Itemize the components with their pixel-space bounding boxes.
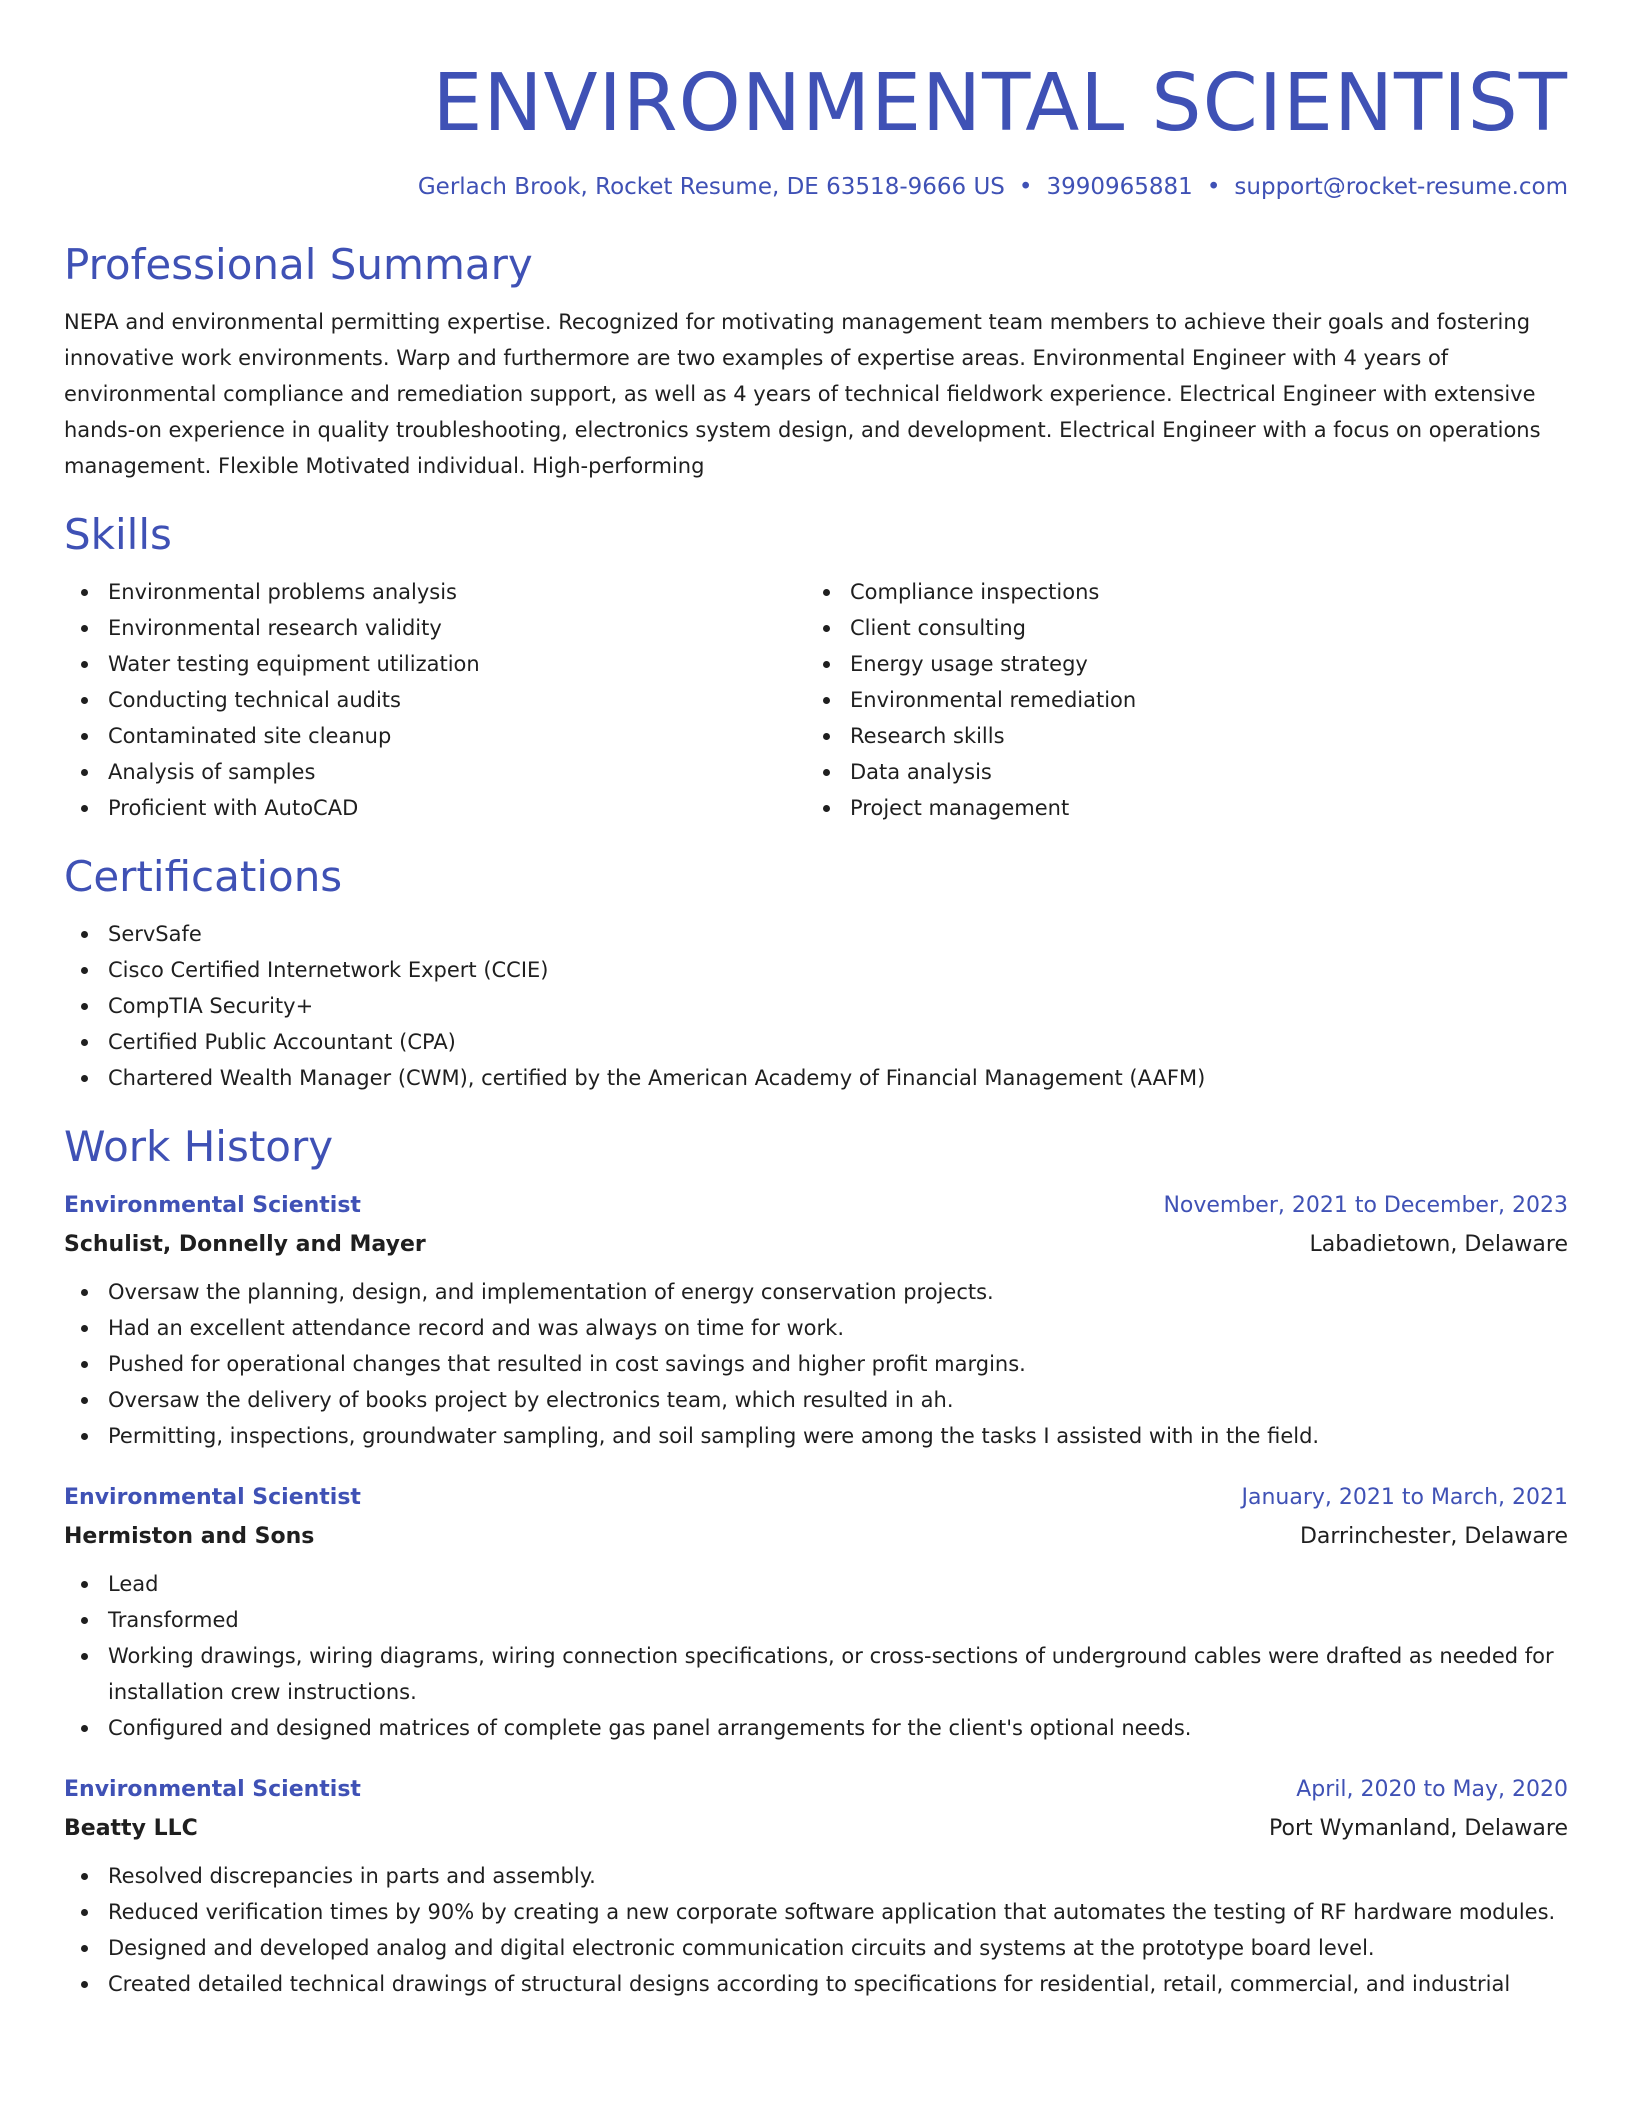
job-bullet: Created detailed technical drawings of structural designs according to specifications for residential, retail, commercial, and industrial xyxy=(64,1966,1568,2002)
certification-item: ServSafe xyxy=(64,916,1568,952)
job-bullet: Configured and designed matrices of complete gas panel arrangements for the client's optional needs. xyxy=(64,1710,1568,1746)
certifications-list xyxy=(64,916,1568,1096)
skill-item: Environmental research validity xyxy=(64,610,806,646)
skill-item: Analysis of samples xyxy=(64,754,806,790)
job-bullet: Pushed for operational changes that resulted in cost savings and higher profit margins. xyxy=(64,1346,1568,1382)
job-entry xyxy=(64,1186,1568,1454)
section-title-skills: Skills xyxy=(64,510,172,559)
job-company-row xyxy=(64,1809,1568,1848)
contact-email: support@rocket-resume.com xyxy=(1234,174,1568,200)
skill-item: Compliance inspections xyxy=(806,574,1548,610)
job-dates: November, 2021 to December, 2023 xyxy=(1163,1193,1568,1218)
skill-item: Proficient with AutoCAD xyxy=(64,790,806,826)
section-title-work-history: Work History xyxy=(64,1122,334,1171)
certification-item: CompTIA Security+ xyxy=(64,988,1568,1024)
job-entry xyxy=(64,1478,1568,1746)
job-title: Environmental Scientist xyxy=(64,1485,361,1510)
job-location: Labadietown, Delaware xyxy=(1309,1232,1568,1257)
job-bullet: Oversaw the planning, design, and implementation of energy conservation projects. xyxy=(64,1274,1568,1310)
skill-item: Project management xyxy=(806,790,1548,826)
contact-phone: 3990965881 xyxy=(1046,174,1193,200)
job-bullet: Designed and developed analog and digital electronic communication circuits and systems at the prototype board level. xyxy=(64,1930,1568,1966)
skill-item: Energy usage strategy xyxy=(806,646,1548,682)
skill-item: Research skills xyxy=(806,718,1548,754)
job-dates: April, 2020 to May, 2020 xyxy=(1296,1777,1568,1802)
job-bullets xyxy=(64,1858,1568,2002)
job-bullet: Resolved discrepancies in parts and assembly. xyxy=(64,1858,1568,1894)
job-title: Environmental Scientist xyxy=(64,1777,361,1802)
job-company: Schulist, Donnelly and Mayer xyxy=(64,1232,426,1257)
job-header-row xyxy=(64,1770,1568,1809)
skills-columns xyxy=(64,574,1568,826)
skill-item: Contaminated site cleanup xyxy=(64,718,806,754)
job-bullets xyxy=(64,1566,1568,1746)
job-company-row xyxy=(64,1517,1568,1556)
job-bullets xyxy=(64,1274,1568,1454)
job-company: Hermiston and Sons xyxy=(64,1524,315,1549)
contact-line xyxy=(64,172,1568,202)
certification-item: Cisco Certified Internetwork Expert (CCIE) xyxy=(64,952,1568,988)
skill-item: Environmental remediation xyxy=(806,682,1548,718)
job-bullet: Transformed xyxy=(64,1602,1568,1638)
skill-item: Water testing equipment utilization xyxy=(64,646,806,682)
skills-list-left xyxy=(64,574,806,826)
section-title-summary: Professional Summary xyxy=(64,240,533,289)
job-entry xyxy=(64,1770,1568,2002)
certification-item: Certified Public Accountant (CPA) xyxy=(64,1024,1568,1060)
job-company-row xyxy=(64,1225,1568,1264)
contact-separator: • xyxy=(1018,174,1033,200)
job-bullet: Reduced verification times by 90% by creating a new corporate software application that automates the testing of RF hardware modules. xyxy=(64,1894,1568,1930)
job-dates: January, 2021 to March, 2021 xyxy=(1241,1485,1568,1510)
job-company: Beatty LLC xyxy=(64,1816,198,1841)
job-bullet: Oversaw the delivery of books project by electronics team, which resulted in ah. xyxy=(64,1382,1568,1418)
job-header-row xyxy=(64,1186,1568,1225)
certification-item: Chartered Wealth Manager (CWM), certified by the American Academy of Financial Management (AAFM) xyxy=(64,1060,1568,1096)
resume-title: ENVIRONMENTAL SCIENTIST xyxy=(432,57,1568,149)
section-title-certifications: Certifications xyxy=(64,852,343,901)
contact-separator: • xyxy=(1206,174,1221,200)
job-header-row xyxy=(64,1478,1568,1517)
job-bullet: Had an excellent attendance record and was always on time for work. xyxy=(64,1310,1568,1346)
skill-item: Data analysis xyxy=(806,754,1548,790)
skill-item: Conducting technical audits xyxy=(64,682,806,718)
summary-text: NEPA and environmental permitting expertise. Recognized for motivating management team members to achieve their goals and fostering innovative work environments. Warp and furthermore are two examples of expertise areas. Environmental Engineer with 4 years of environmental compliance and remediation support, as well as 4 years of technical fieldwork experience. Electrical Engineer with extensive hands-on experience in quality troubleshooting, electronics system design, and development. Electrical Engineer with a focus on operations management. Flexible Motivated individual. High-performing xyxy=(64,310,1541,478)
skill-item: Environmental problems analysis xyxy=(64,574,806,610)
job-bullet: Permitting, inspections, groundwater sampling, and soil sampling were among the tasks I assisted with in the field. xyxy=(64,1418,1568,1454)
skills-list-right xyxy=(806,574,1548,826)
contact-address: Gerlach Brook, Rocket Resume, DE 63518-9666 US xyxy=(417,174,1005,200)
job-bullet: Working drawings, wiring diagrams, wiring connection specifications, or cross-sections of underground cables were drafted as needed for installation crew instructions. xyxy=(64,1638,1568,1710)
resume-page xyxy=(64,0,1568,2112)
job-location: Port Wymanland, Delaware xyxy=(1269,1816,1568,1841)
job-title: Environmental Scientist xyxy=(64,1193,361,1218)
skill-item: Client consulting xyxy=(806,610,1548,646)
job-bullet: Lead xyxy=(64,1566,1568,1602)
job-location: Darrinchester, Delaware xyxy=(1299,1524,1568,1549)
